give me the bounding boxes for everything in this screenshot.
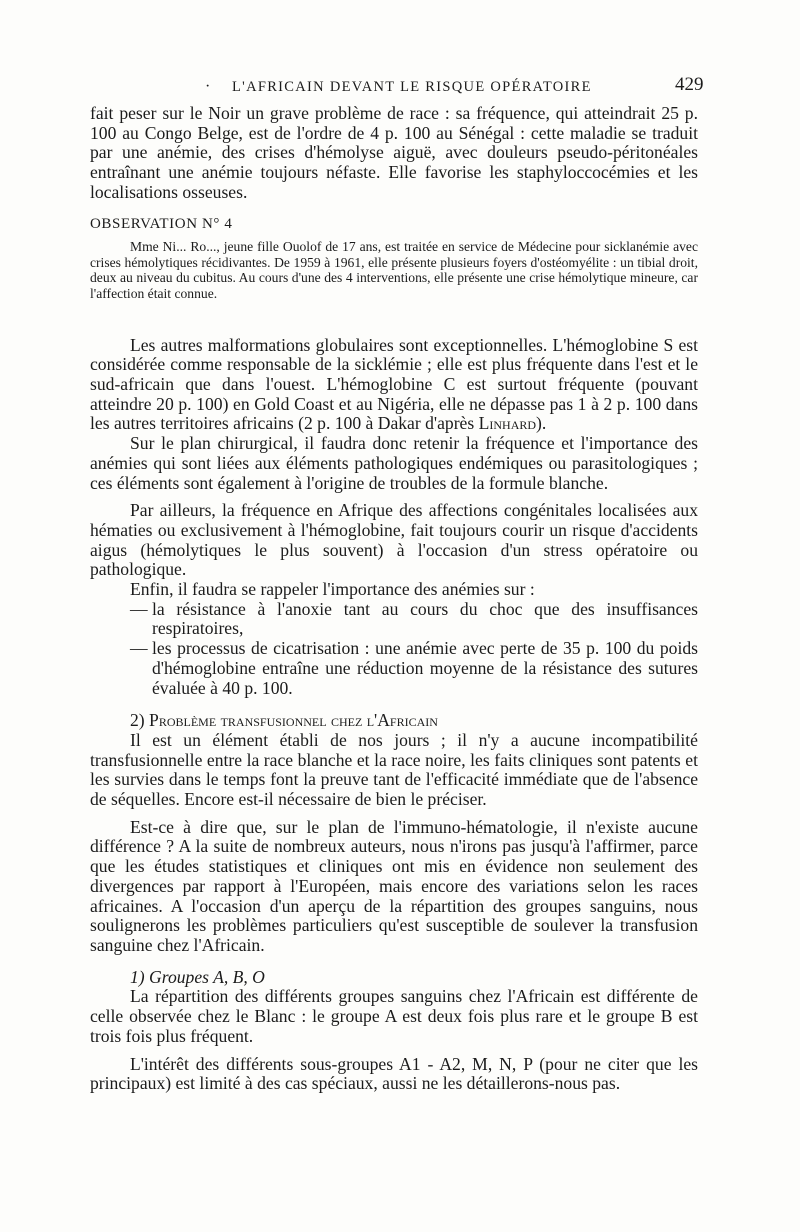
subsection-heading-text: 1) Groupes A, B, O <box>130 966 265 987</box>
paragraph-repartition: La répartition des différents groupes sanguins chez l'Africain est différente de celle observée chez le Blanc : le groupe A est deux fois plus rare et le groupe B est trois fois plus fréquent. <box>90 986 698 1046</box>
paragraph-estce: Est-ce à dire que, sur le plan de l'immuno-hématologie, il n'existe aucune différence ? A la suite de nombreux auteurs, nous n'irons pas jusqu'à l'affirmer, parce que les études statistiques et cliniques ont mis en évidence non seulement des divergences par rapport à l'Européen, mais encore des variations selon les races africaines. A l'occasion d'un aperçu de la répartition des groupes sanguins, nous soulignerons les problèmes particuliers qu'est susceptible de soulever la transfusion sanguine chez l'Africain. <box>90 816 698 955</box>
list-item <box>90 639 698 698</box>
header-dot: · <box>205 78 211 95</box>
list-item <box>90 600 698 639</box>
list-item-text: la résistance à l'anoxie tant au cours du choc que des insuffisances respiratoires, <box>152 598 698 639</box>
author-linhard: Linhard). <box>478 413 547 434</box>
paragraph-ailleurs: Par ailleurs, la fréquence en Afrique des affections congénitales localisées aux hématies ou exclusivement à l'hémoglobine, fait toujours courir un risque d'accidents aigus (hémolytiques le plus souvent) à l'occasion d'un stress opératoire ou pathologique. <box>90 500 698 580</box>
observation-text: Mme Ni... Ro..., jeune fille Ouolof de 17 ans, est traitée en service de Médecine pour sicklanémie avec crises hémolytiques récidivantes. De 1959 à 1961, elle présente plusieurs foyers d'ostéomyélite : un tibial droit, deux au niveau du cubitus. Au cours d'une des 4 interventions, elle présente une crise hémolytique mineure, car l'affection était connue. <box>90 239 698 301</box>
list-item-text: les processus de cicatrisation : une anémie avec perte de 35 p. 100 du poids d'hémoglobine entraîne une réduction moyenne de la résistance des sutures évaluée à 40 p. 100. <box>152 638 698 698</box>
dash-bullet: — <box>130 598 148 619</box>
running-header <box>0 72 800 102</box>
paragraph-intro: fait peser sur le Noir un grave problème de race : sa fréquence, qui atteindrait 25 p. 100 au Congo Belge, est de l'ordre de 4 p. 100 au Sénégal : cette maladie se traduit par une anémie, des crises d'hémolyse aiguë, avec douleurs pseudo-péritonéales entraînant une anémie toujours néfaste. Elle favorise les staphyloccocémies et les localisations osseuses. <box>90 103 698 202</box>
page-body <box>90 104 698 1094</box>
paragraph-interet: L'intérêt des différents sous-groupes A1 - A2, M, N, P (pour ne citer que les principaux) est limité à des cas spéciaux, aussi ne les détaillerons-nous pas. <box>90 1053 698 1094</box>
dash-bullet: — <box>130 638 148 659</box>
paragraph-chirurgical: Sur le plan chirurgical, il faudra donc retenir la fréquence et l'importance des anémies qui sont liées aux éléments pathologiques endémiques ou parasitologiques ; ces éléments sont également à l'origine de troubles de la formule blanche. <box>90 433 698 493</box>
observation-heading: OBSERVATION N° 4 <box>90 215 233 232</box>
subsection-heading-1 <box>90 968 698 988</box>
page-number: 429 <box>675 74 704 95</box>
paragraph-malformations <box>90 336 698 435</box>
paragraph-enfin: Enfin, il faudra se rappeler l'importance des anémies sur : <box>130 579 535 600</box>
malformations-text: Les autres malformations globulaires sont exceptionnelles. L'hémoglobine S est considérée comme responsable de la sicklémie ; elle est plus fréquente dans l'est et le sud-africain que dans l'ouest. L'hémoglobine C est surtout fréquente (pouvant atteindre 20 p. 100) en Gold Coast et au Nigéria, elle ne dépasse pas 1 à 2 p. 100 dans les autres territoires africains (2 p. 100 à Dakar d'après <box>90 334 698 434</box>
running-title: L'AFRICAIN DEVANT LE RISQUE OPÉRATOIRE <box>232 79 592 95</box>
paragraph-element: Il est un élément établi de nos jours ; il n'y a aucune incompatibilité transfusionnelle entre la race blanche et la race noire, les faits cliniques sont patents et les survies dans le temps font la preuve tant de l'efficacité immédiate que de l'absence de séquelles. Encore est-il nécessaire de bien le préciser. <box>90 729 698 810</box>
section-heading-2: 2) Problème transfusionnel chez l'Africain <box>130 710 438 731</box>
